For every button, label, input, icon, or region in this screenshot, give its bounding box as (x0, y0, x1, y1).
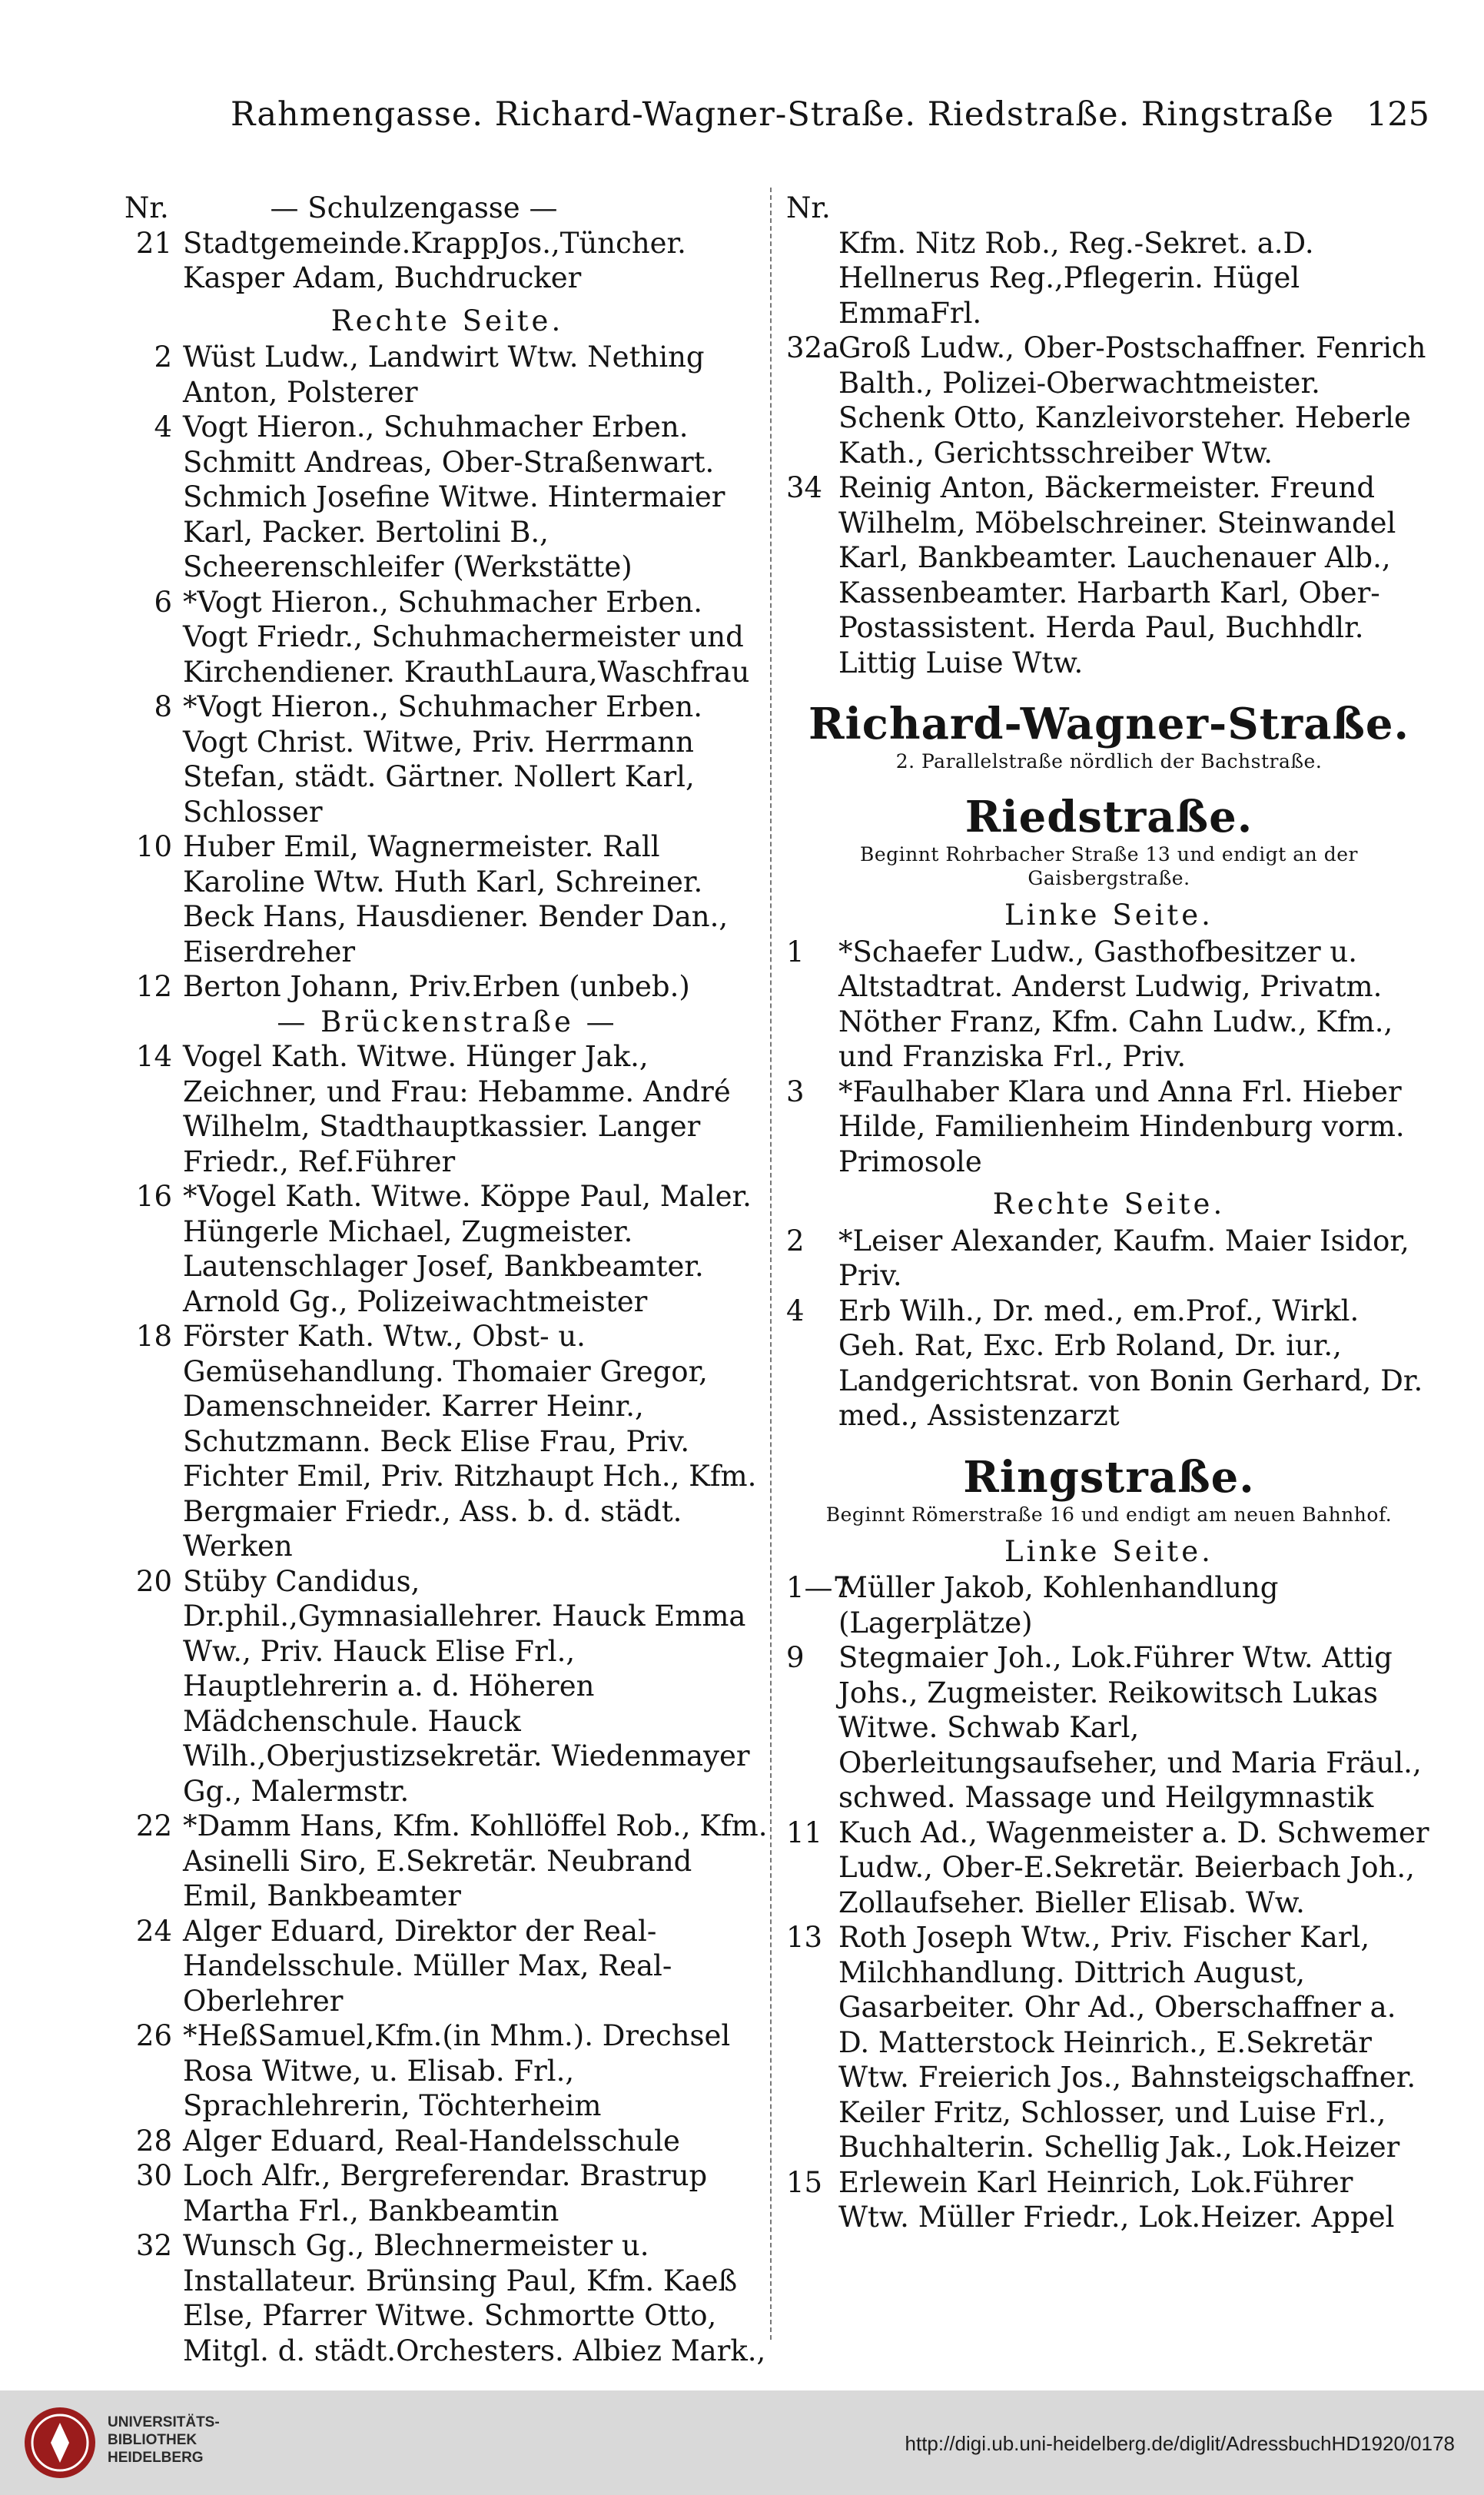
residents: Loch Alfr., Bergreferendar. Brastrup Martha Frl., Bankbeamtin (183, 2159, 708, 2228)
residents: Reinig Anton, Bäckermeister. Freund Wilhelm, Möbelschreiner. Steinwandel Karl, Bankbeamter. Lauchenauer Alb., Kassenbeamter. Harbarth Karl, Ober-Postassistent. Herda Paul, Buchhdlr. Littig Luise Wtw. (838, 471, 1396, 679)
side-heading: Rechte Seite. (330, 304, 564, 337)
house-number: 30 (135, 2159, 172, 2192)
address-entry (786, 1075, 1432, 1180)
running-title: Rahmengasse. Richard-Wagner-Straße. Riedstraße. Ringstraße (231, 95, 1334, 134)
address-entry (124, 829, 770, 969)
house-number: 3 (786, 1075, 805, 1108)
residents: Huber Emil, Wagnermeister. Rall Karoline Wtw. Huth Karl, Schreiner. Beck Hans, Hausdiener. Bender Dan., Eiserdreher (183, 830, 729, 968)
house-number: 1 (786, 935, 805, 968)
street-description: Beginnt Rohrbacher Straße 13 und endigt an der Gaisbergstraße. (860, 843, 1358, 889)
residents: *HeßSamuel,Kfm.(in Mhm.). Drechsel Rosa Witwe, u. Elisab. Frl., Sprachlehrerin, Töchterheim (183, 2019, 731, 2122)
residents: *Leiser Alexander, Kaufm. Maier Isidor, Priv. (838, 1224, 1409, 1292)
residents: Müller Jakob, Kohlenhandlung (Lagerplätze) (838, 1571, 1279, 1640)
street-heading-schulzengasse: — Schulzengasse — (270, 191, 558, 224)
library-name (108, 2414, 220, 2467)
house-number: 10 (135, 830, 172, 863)
address-entry (786, 1640, 1432, 1816)
residents: *Vogel Kath. Witwe. Köppe Paul, Maler. Hüngerle Michael, Zugmeister. Lautenschlager Josef, Bankbeamter. Arnold Gg., Polizeiwachtmeister (183, 1180, 752, 1318)
house-number: 12 (135, 970, 172, 1003)
house-number: 15 (786, 2165, 823, 2199)
street-heading-brueckenstrasse: — Brückenstraße — (277, 1005, 618, 1038)
residents: *Vogt Hieron., Schuhmacher Erben. Vogt Christ. Witwe, Priv. Herrmann Stefan, städt. Gärtner. Nollert Karl, Schlosser (183, 690, 702, 829)
house-number: 1—7 (786, 1571, 852, 1604)
house-number: 2 (786, 1224, 805, 1257)
house-number: 6 (154, 585, 172, 619)
address-entry (124, 1319, 770, 1564)
address-entry (786, 935, 1432, 1075)
address-entry (124, 585, 770, 690)
right-column (786, 191, 1432, 2235)
address-entry (786, 1294, 1432, 1434)
house-number: 2 (154, 341, 172, 374)
street-description: 2. Parallelstraße nördlich der Bachstraße. (895, 750, 1323, 772)
nr-label: Nr. (786, 191, 831, 224)
address-entry (786, 1224, 1432, 1294)
residents: Stüby Candidus, Dr.phil.,Gymnasiallehrer. Hauck Emma Ww., Priv. Hauck Elise Frl., Hauptlehrerin a. d. Höheren Mädchenschule. Hauck Wilh.,Oberjustizsekretär. Wiedenmayer Gg., Malermstr. (183, 1564, 750, 1808)
library-line: HEIDELBERG (108, 2450, 204, 2466)
address-entry (124, 226, 770, 296)
address-entry (124, 410, 770, 585)
house-number: 11 (786, 1816, 823, 1849)
house-number: 16 (135, 1180, 172, 1213)
street-title-ried: Riedstraße. (964, 792, 1253, 842)
street-title-ring: Ringstraße. (963, 1451, 1255, 1503)
address-entry (124, 2158, 770, 2228)
house-number: 32a (786, 331, 840, 364)
address-entry (786, 470, 1432, 680)
house-number: 34 (786, 471, 823, 504)
residents: Vogel Kath. Witwe. Hünger Jak., Zeichner, und Frau: Hebamme. André Wilhelm, Stadthauptkassier. Langer Friedr., Ref.Führer (183, 1040, 731, 1178)
page-header (231, 95, 1429, 151)
library-line: UNIVERSITÄTS- (108, 2414, 220, 2430)
house-number: 14 (135, 1040, 172, 1073)
side-heading: Rechte Seite. (992, 1188, 1226, 1221)
residents: Förster Kath. Wtw., Obst- u. Gemüsehandlung. Thomaier Gregor, Damenschneider. Karrer Heinr., Schutzmann. Beck Elise Frau, Priv. Fichter Emil, Priv. Ritzhaupt Hch., Kfm. Bergmaier Friedr., Ass. b. d. städt. Werken (183, 1320, 757, 1563)
address-entry (124, 1039, 770, 1179)
address-entry (124, 1914, 770, 2019)
residents: Erlewein Karl Heinrich, Lok.Führer Wtw. Müller Friedr., Lok.Heizer. Appel (838, 2165, 1395, 2234)
residents: Kfm. Nitz Rob., Reg.-Sekret. a.D. Hellnerus Reg.,Pflegerin. Hügel EmmaFrl. (838, 226, 1314, 330)
house-number: 8 (154, 690, 172, 723)
source-link[interactable]: http://digi.ub.uni-heidelberg.de/diglit/AdressbuchHD1920/0178 (905, 2432, 1455, 2455)
address-entry-continued (786, 226, 1432, 331)
side-heading: Linke Seite. (1004, 899, 1213, 932)
digitization-footer (0, 2390, 1484, 2495)
address-entry (124, 1809, 770, 1914)
library-line: BIBLIOTHEK (108, 2432, 198, 2448)
residents: Kuch Ad., Wagenmeister a. D. Schwemer Ludw., Ober-E.Sekretär. Beierbach Joh., Zollaufseher. Bieller Elisab. Ww. (838, 1816, 1429, 1919)
side-heading: Linke Seite. (1004, 1534, 1213, 1568)
street-title-richard-wagner: Richard-Wagner-Straße. (808, 699, 1410, 749)
residents: Wunsch Gg., Blechnermeister u. Installateur. Brünsing Paul, Kfm. Kaeß Else, Pfarrer Witwe. Schmortte Otto, Mitgl. d. städt.Orchesters. Albiez Mark., (183, 2229, 766, 2367)
address-entry (124, 2228, 770, 2368)
address-entry (786, 1920, 1432, 2165)
address-entry (124, 969, 770, 1005)
residents: Wüst Ludw., Landwirt Wtw. Nething Anton, Polsterer (183, 341, 705, 409)
house-number: 20 (135, 1564, 172, 1598)
address-entry (786, 1816, 1432, 1921)
residents: *Vogt Hieron., Schuhmacher Erben. Vogt Friedr., Schuhmachermeister und Kirchendiener. KrauthLaura,Waschfrau (183, 585, 750, 689)
address-entry (124, 689, 770, 829)
address-entry (786, 1570, 1432, 1640)
residents: Stadtgemeinde.KrappJos.,Tüncher. Kasper Adam, Buchdrucker (183, 226, 686, 294)
residents: Berton Johann, Priv.Erben (unbeb.) (183, 970, 690, 1003)
residents: Groß Ludw., Ober-Postschaffner. Fenrich Balth., Polizei-Oberwachtmeister. Schenk Otto, Kanzleivorsteher. Heberle Kath., Gerichtsschreiber Wtw. (838, 331, 1426, 470)
house-number: 24 (135, 1914, 172, 1948)
residents: *Schaefer Ludw., Gasthofbesitzer u. Altstadtrat. Anderst Ludwig, Privatm. Nöther Franz, Kfm. Cahn Ludw., Kfm., und Franziska Frl., Priv. (838, 935, 1393, 1073)
house-number: 4 (786, 1294, 805, 1327)
column-head (124, 191, 770, 226)
street-description: Beginnt Römerstraße 16 und endigt am neuen Bahnhof. (825, 1503, 1393, 1526)
address-entry (124, 1564, 770, 1809)
house-number: 22 (135, 1809, 172, 1842)
residents: Vogt Hieron., Schuhmacher Erben. Schmitt Andreas, Ober-Straßenwart. Schmich Josefine Witwe. Hintermaier Karl, Packer. Bertolini B., Scheerenschleifer (Werkstätte) (183, 410, 725, 583)
house-number: 26 (135, 2019, 172, 2052)
nr-label: Nr. (124, 191, 169, 224)
address-entry (124, 1179, 770, 1319)
house-number: 18 (135, 1320, 172, 1353)
house-number: 28 (135, 2124, 172, 2158)
residents: Alger Eduard, Direktor der Real-Handelsschule. Müller Max, Real-Oberlehrer (183, 1914, 672, 2018)
house-number: 13 (786, 1921, 823, 1954)
column-divider (770, 188, 772, 2340)
residents: Stegmaier Joh., Lok.Führer Wtw. Attig Johs., Zugmeister. Reikowitsch Lukas Witwe. Schwab Karl, Oberleitungsaufseher, und Maria Fräul., schwed. Massage und Heilgymnastik (838, 1641, 1422, 1814)
residents: Roth Joseph Wtw., Priv. Fischer Karl, Milchhandlung. Dittrich August, Gasarbeiter. Ohr Ad., Oberschaffner a. D. Matterstock Heinrich., E.Sekretär Wtw. Freierich Jos., Bahnsteigschaffner. Keiler Fritz, Schlosser, und Luise Frl., Buchhalterin. Schellig Jak., Lok.Heizer (838, 1921, 1416, 2164)
residents: Alger Eduard, Real-Handelsschule (183, 2124, 680, 2158)
left-column (124, 191, 770, 2368)
residents: *Damm Hans, Kfm. Kohllöffel Rob., Kfm. Asinelli Siro, E.Sekretär. Neubrand Emil, Bankbeamter (183, 1809, 768, 1912)
residents: Erb Wilh., Dr. med., em.Prof., Wirkl. Geh. Rat, Exc. Erb Roland, Dr. iur., Landgerichtsrat. von Bonin Gerhard, Dr. med., Assistenzarzt (838, 1294, 1423, 1432)
address-entry (124, 2018, 770, 2124)
address-entry (124, 340, 770, 410)
residents: *Faulhaber Klara und Anna Frl. Hieber Hilde, Familienheim Hindenburg vorm. Primosole (838, 1075, 1405, 1178)
house-number: 32 (135, 2229, 172, 2262)
address-entry (786, 2165, 1432, 2235)
university-seal-icon (22, 2404, 98, 2481)
house-number: 21 (135, 226, 172, 260)
address-entry (124, 2124, 770, 2159)
house-number: 4 (154, 410, 172, 444)
house-number: 9 (786, 1641, 805, 1674)
page-number: 125 (1366, 95, 1429, 134)
address-entry (786, 331, 1432, 470)
